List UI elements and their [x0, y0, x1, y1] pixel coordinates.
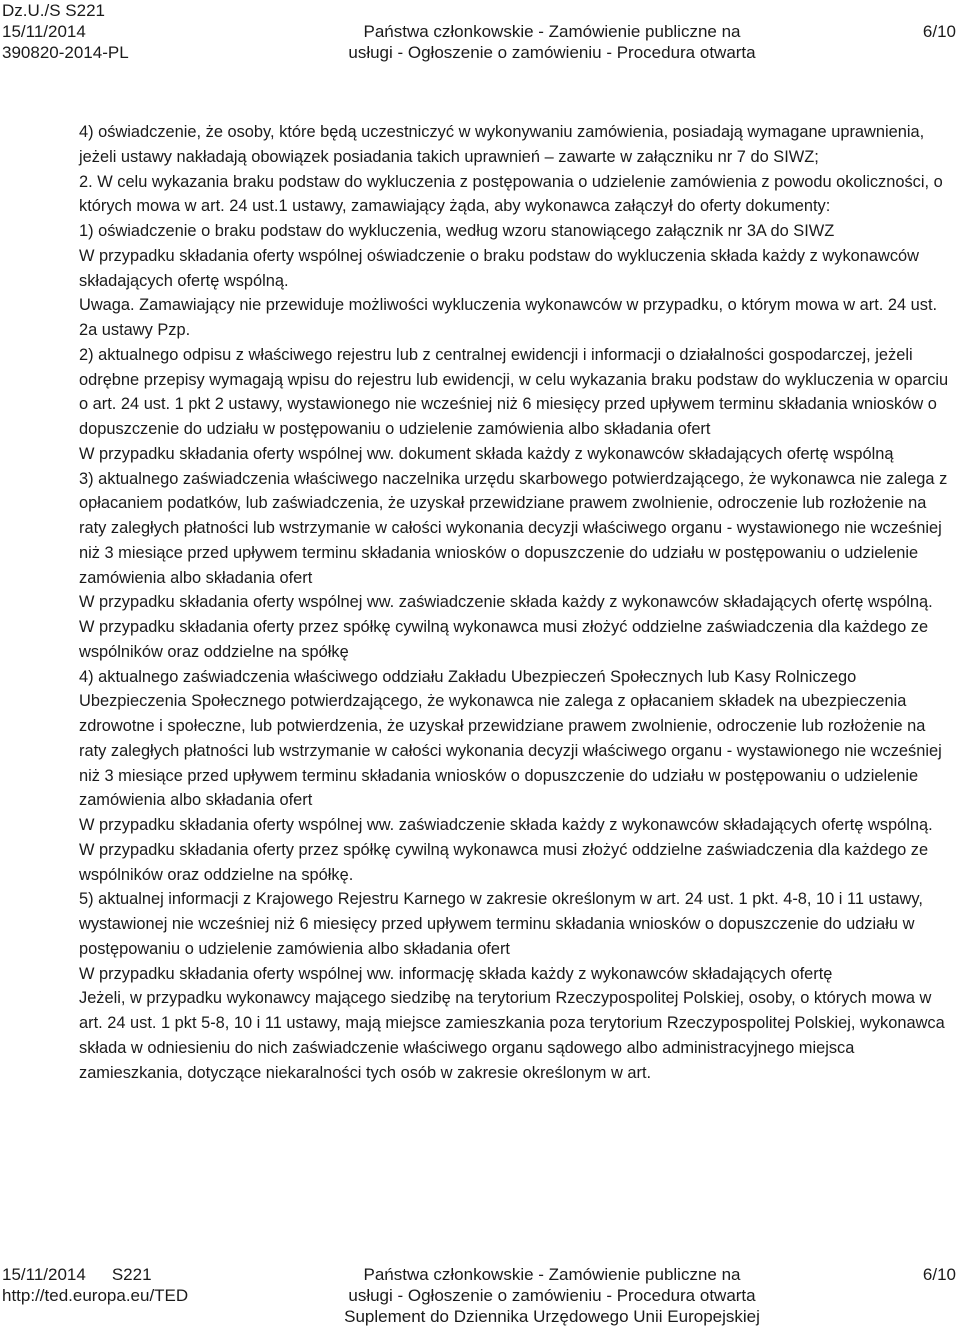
footer-notice-type-line-2: usługi - Ogłoszenie o zamówieniu - Procedura otwarta — [348, 1286, 756, 1305]
header-left — [2, 0, 129, 63]
paragraph: W przypadku składania oferty wspólnej ww. zaświadczenie składa każdy z wykonawców składających ofertę wspólną. — [79, 816, 933, 834]
page-number: 6/10 — [922, 22, 956, 41]
paragraph: 1) oświadczenie o braku podstaw do wykluczenia, według wzoru stanowiącego załącznik nr 3A do SIWZ — [79, 222, 835, 240]
footer-url-link[interactable]: http://ted.europa.eu/TED — [2, 1286, 189, 1305]
notice-type-line-2: usługi - Ogłoszenie o zamówieniu - Procedura otwarta — [348, 43, 756, 62]
footer-page-number: 6/10 — [922, 1265, 956, 1284]
header-center-spacer — [334, 0, 770, 21]
footer-right — [923, 1264, 956, 1285]
footer-supplement-title: Suplement do Dziennika Urzędowego Unii Europejskiej — [344, 1307, 760, 1326]
paragraph: 2. W celu wykazania braku podstaw do wykluczenia z postępowania o udzielenie zamówienia z powodu okoliczności, o których mowa w art. 24 ust.1 ustawy, zamawiający żąda, aby wykonawca załączył do oferty dokumenty: — [79, 172, 943, 216]
publication-date: 15/11/2014 — [2, 22, 86, 41]
paragraph: Uwaga. Zamawiający nie przewiduje możliwości wykluczenia wykonawców w przypadku, o którym mowa w art. 24 ust. 2a ustawy Pzp. — [79, 296, 938, 339]
paragraph: W przypadku składania oferty wspólnej ww. zaświadczenie składa każdy z wykonawców składających ofertę wspólną. — [79, 593, 933, 612]
footer-code: S221 — [111, 1265, 152, 1284]
paragraph: W przypadku składania oferty wspólnej ww. dokument składa każdy z wykonawców składających ofertę wspólną — [79, 444, 894, 463]
paragraph: W przypadku składania oferty przez spółkę cywilną wykonawca musi złożyć oddzielne zaświadczenia dla każdego ze wspólników oraz oddzielne na spółkę — [79, 618, 929, 661]
header-center — [334, 0, 770, 63]
paragraph: 3) aktualnego zaświadczenia właściwego naczelnika urzędu skarbowego potwierdzającego, że wykonawca nie zalega z opłacaniem podatków, lub zaświadczenia, że uzyskał przewidziane prawem zwolnienie, odroczenie lub rozłożenie na raty zaległych płatności lub wstrzymanie w całości wykonania decyzji właściwego organu - wystawionego nie wcześniej niż 3 miesiące przed upływem terminu składania wniosków o dopuszczenie do udziału w postępowaniu o udzielenie zamówienia albo składania ofert — [79, 469, 948, 587]
header-right — [923, 0, 956, 42]
footer-left — [2, 1264, 188, 1306]
document-body — [79, 120, 949, 1085]
notice-type-line-1: Państwa członkowskie - Zamówienie publiczne na — [363, 22, 741, 41]
journal-reference: Dz.U./S S221 — [2, 1, 105, 20]
paragraph: 2) aktualnego odpisu z właściwego rejestru lub z centralnej ewidencji i informacji o działalności gospodarczej, jeżeli odrębne przepisy wymagają wpisu do rejestru lub ewidencji, w celu wykazania braku podstaw do wykluczenia w oparciu o art. 24 ust. 1 pkt 2 ustawy, wystawionego nie wcześniej niż 6 miesięcy przed upływem terminu składania wniosków o dopuszczenie do udziału w postępowaniu o udzielenie zamówienia albo składania ofert — [79, 345, 949, 438]
footer-date-line — [2, 1264, 188, 1285]
header-right-spacer — [923, 0, 956, 21]
paragraph: 4) oświadczenie, że osoby, które będą uczestniczyć w wykonywaniu zamówienia, posiadają wymagane uprawnienia, jeżeli ustawy nakładają obowiązek posiadania takich uprawnień – zawarte w załączniku nr 7 do SIWZ; — [79, 123, 925, 166]
paragraph: 5) aktualnej informacji z Krajowego Rejestru Karnego w zakresie określonym w art. 24 ust. 1 pkt. 4-8, 10 i 11 ustawy, wystawionej nie wcześniej niż 6 miesięcy przed upływem terminu składania wniosków o dopuszczenie do udziału w postępowaniu o udzielenie zamówienia albo składania ofert — [79, 890, 923, 958]
paragraph: 4) aktualnego zaświadczenia właściwego oddziału Zakładu Ubezpieczeń Społecznych lub Kasy Rolniczego Ubezpieczenia Społecznego potwierdzającego, że wykonawca nie zalega z opłacaniem składek na ubezpieczenia zdrowotne i społeczne, lub potwierdzenia, że uzyskał przewidziane prawem zwolnienie, odroczenie lub rozłożenie na raty zaległych płatności lub wstrzymanie w całości wykonania decyzji właściwego organu - wystawionego nie wcześniej niż 3 miesiące przed upływem terminu składania wniosków o dopuszczenie do udziału w postępowaniu o udzielenie zamówienia albo składania ofert — [79, 667, 942, 810]
paragraph: Jeżeli, w przypadku wykonawcy mającego siedzibę na terytorium Rzeczypospolitej Polskiej, osoby, o których mowa w art. 24 ust. 1 pkt 5-8, 10 i 11 ustawy, mają miejsce zamieszkania poza terytorium Rzeczypospolitej Polskiej, wykonawca składa w odniesieniu do nich zaświadczenie właściwego organu sądowego albo administracyjnego miejsca zamieszkania, dotyczące niekaralności tych osób w zakresie określonym w art. — [79, 989, 945, 1082]
footer-center — [334, 1264, 770, 1327]
paragraph: W przypadku składania oferty wspólnej ww. informację składa każdy z wykonawców składających ofertę — [79, 964, 833, 983]
footer-notice-type-line-1: Państwa członkowskie - Zamówienie publiczne na — [363, 1265, 741, 1284]
paragraph: W przypadku składania oferty przez spółkę cywilną wykonawca musi złożyć oddzielne zaświadczenia dla każdego ze wspólników oraz oddzielne na spółkę. — [79, 840, 929, 884]
footer-date: 15/11/2014 — [2, 1265, 86, 1284]
paragraph: W przypadku składania oferty wspólnej oświadczenie o braku podstaw do wykluczenia składa każdy z wykonawców składających ofertę wspólną. — [79, 246, 919, 290]
notice-number: 390820-2014-PL — [2, 43, 129, 62]
